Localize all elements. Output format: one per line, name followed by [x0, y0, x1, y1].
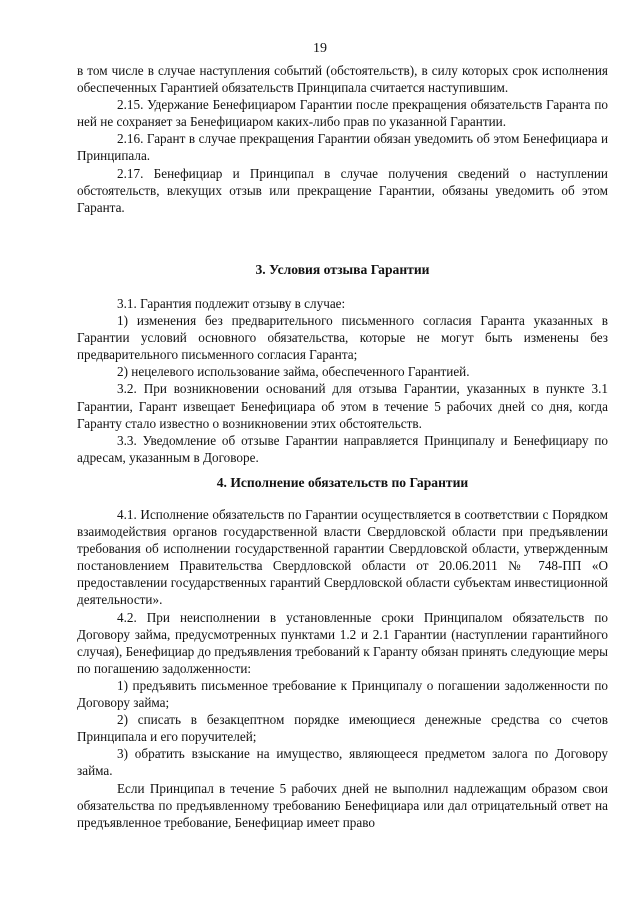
list-item-3-1-1: 1) изменения без предварительного письменного согласия Гаранта указанных в Гарантии условий основного обязательства, которые не могут быть изменены без предварительного письменного согласия Гаранта;: [77, 313, 608, 363]
paragraph-4-2: 4.2. При неисполнении в установленные сроки Принципалом обязательств по Договору займа, предусмотренных пунктами 1.2 и 2.1 Гарантии (наступлении гарантийного случая), Бенефициар до предъявления требований к Гаранту обязан принять следующие меры по погашению задолженности:: [77, 609, 608, 676]
paragraph: в том числе в случае наступления событий (обстоятельств), в силу которых срок исполнения обеспеченных Гарантией обязательств Принципала считается наступившим.: [77, 63, 608, 96]
paragraph-4-2-followup: Если Принципал в течение 5 рабочих дней не выполнил надлежащим образом свои обязательства по предъявленному требованию Бенефициара или дал отрицательный ответ на предъявленное требование, Бенефициар имеет право: [77, 780, 608, 830]
paragraph-4-1: 4.1. Исполнение обязательств по Гарантии осуществляется в соответствии с Порядком взаимодействия органов государственной власти Свердловской области при предъявлении требования об исполнении государственной гарантии Свердловской области, утвержденным постановлением Правительства Свердловской области от 20.06.2011 № 748-ПП «О предоставлении государственных гарантий Свердловской области субъектам инвестиционной деятельности».: [77, 507, 608, 608]
paragraph-3-1: 3.1. Гарантия подлежит отзыву в случае:: [117, 296, 346, 311]
paragraph-2-15: 2.15. Удержание Бенефициаром Гарантии после прекращения обязательств Гаранта по ней не сохраняет за Бенефициаром каких-либо прав по указанной Гарантии.: [77, 97, 608, 130]
section-3-title: 3. Условия отзыва Гарантии: [255, 262, 430, 277]
paragraph-2-17: 2.17. Бенефициар и Принципал в случае получения сведений о наступлении обстоятельств, влекущих отзыв или прекращение Гарантии, обязаны уведомить об этом Гаранта.: [77, 165, 608, 215]
list-item-3-1-2: 2) нецелевого использование займа, обеспеченного Гарантией.: [117, 364, 470, 380]
section-4-title: 4. Исполнение обязательств по Гарантии: [216, 475, 469, 490]
paragraph-2-16: 2.16. Гарант в случае прекращения Гарантии обязан уведомить об этом Бенефициара и Принципала.: [77, 131, 608, 164]
top-text-block: [77, 62, 608, 216]
paragraph-3-3: 3.3. Уведомление об отзыве Гарантии направляется Принципалу и Бенефициару по адресам, указанным в Договоре.: [77, 432, 608, 465]
list-item-4-2-2: 2) списать в безакцептном порядке имеющиеся денежные средства со счетов Принципала и его поручителей;: [77, 712, 608, 745]
list-item-4-2-3: 3) обратить взыскание на имущество, являющееся предметом залога по Договору займа.: [77, 746, 608, 779]
section-3-body: [77, 295, 608, 466]
page-number: 19: [313, 41, 327, 56]
section-4-body: [77, 506, 608, 831]
paragraph-3-2: 3.2. При возникновении оснований для отзыва Гарантии, указанных в пункте 3.1 Гарантии, Гарант извещает Бенефициара об этом в течение 5 рабочих дней со дня, когда Гаранту стало известно о возникновении этих обстоятельств.: [77, 381, 608, 431]
list-item-4-2-1: 1) предъявить письменное требование к Принципалу о погашении задолженности по Договору займа;: [77, 677, 608, 711]
